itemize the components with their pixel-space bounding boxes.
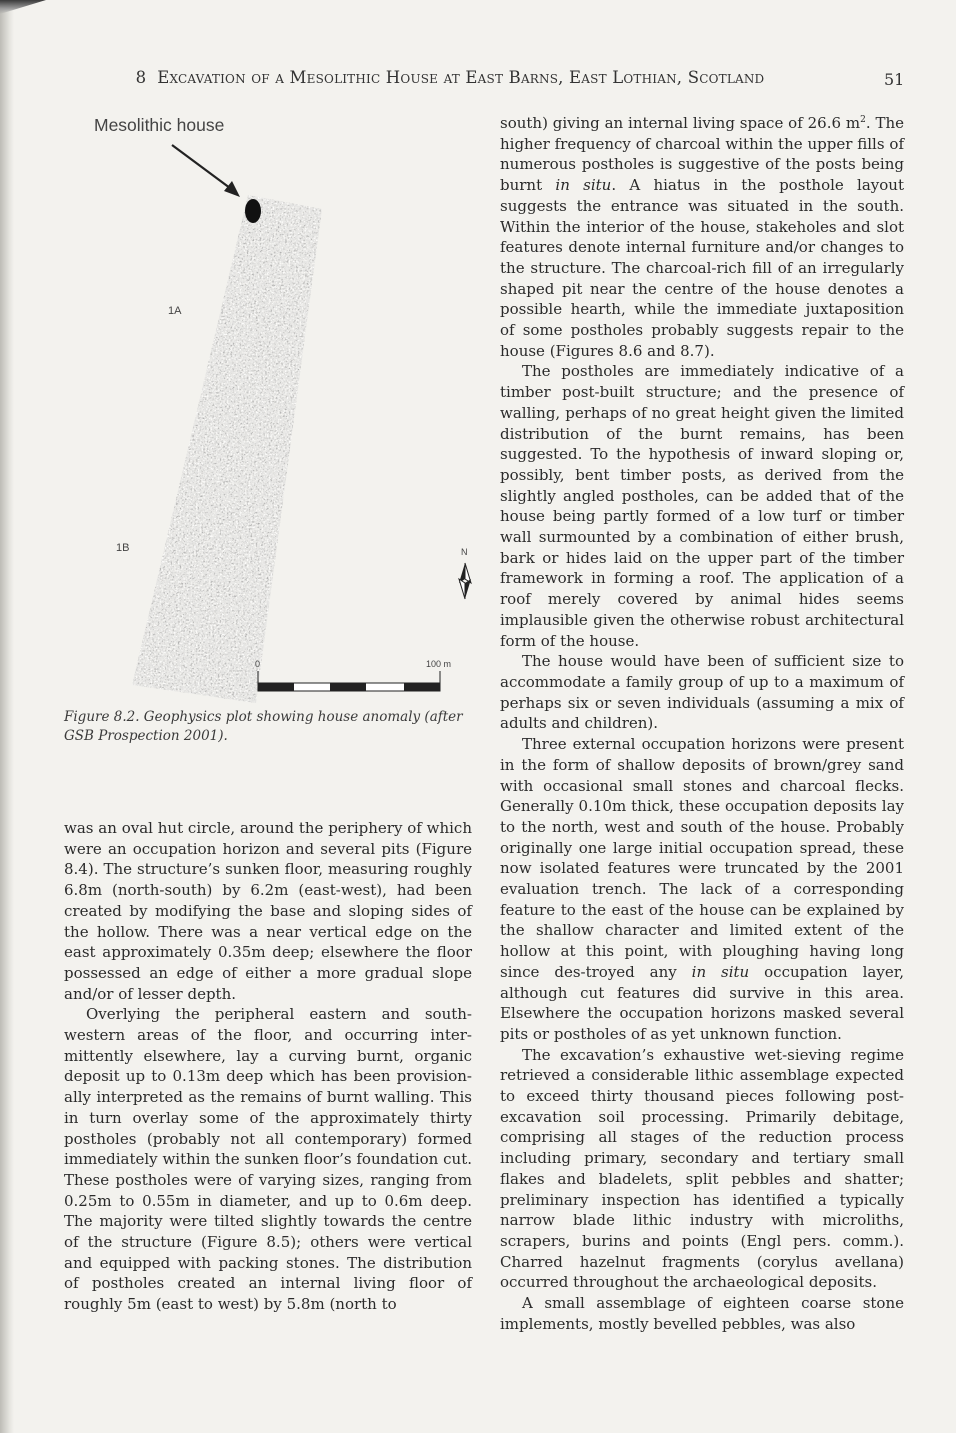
running-head (70, 68, 830, 87)
right-column (500, 110, 904, 1334)
house-anomaly (245, 199, 261, 223)
page-number: 51 (884, 70, 905, 89)
survey-strip (120, 185, 340, 715)
north-label: N (461, 547, 468, 557)
page-corner-shadow (0, 0, 46, 14)
left-paragraph-2: Overlying the peripheral eastern and south-western areas of the floor, and occurring inter-mittently elsewhere, lay a curving burnt, organic deposit up to 0.13m deep which has been provision-ally interpreted as the remains of burnt walling. This in turn overlay some of the approximately thirty postholes (probably not all contemporary) formed immediately within the sunken floor’s foundation cut. These postholes were of varying sizes, ranging from 0.25m to 0.55m in diameter, and up to 0.6m deep. The majority were tilted slightly towards the centre of the structure (Figure 8.5); others were vertical and equipped with packing stones. The distribution of postholes created an internal living floor of roughly 5m (east to west) by 5.8m (north to (64, 1005, 472, 1314)
figure-label: Mesolithic house (94, 115, 225, 135)
left-column (64, 818, 472, 1315)
right-paragraph-3: The house would have been of sufficient size to accommodate a family group of up to a maximum of perhaps six or seven individuals (assuming a mix of adults and children). (500, 652, 904, 733)
figure-geophysics-plot (60, 105, 480, 755)
right-paragraph-4: Three external occupation horizons were present in the form of shallow deposits of brown/grey sand with occasional small stones and charcoal flecks. Generally 0.10m thick, these occupation deposits lay to the north, west and south of the house. Probably originally one large initial occupation spread, these now isolated features were truncated by the 2001 evaluation trench. The lack of a corresponding feature to the east of the house can be explained by the shallow character and limited extent of the hollow at this point, with ploughing having long since des-troyed any in situ occupation layer, although cut features did survive in this area. Elsewhere the occupation horizons masked several pits or postholes of as yet unknown function. (500, 735, 904, 1043)
right-paragraph-2: The postholes are immediately indicative of a timber post-built structure; and the presence of walling, perhaps of no great height given the limited distribution of the burnt remains, has been suggested. To the hypothesis of inward sloping or, possibly, bent timber posts, as derived from the slightly angled postholes, can be added that of the house being partly formed of a low turf or timber wall surmounted by a combination of either brush, bark or hides laid on the upper part of the timber framework in forming a roof. The application of a roof merely covered by animal hides seems implausible given the otherwise robust architectural form of the house. (500, 362, 904, 650)
page-binding-shadow (0, 0, 14, 1433)
geophysics-plot-graphic (60, 105, 480, 755)
scale-start-label: 0 (255, 659, 261, 669)
right-paragraph-5: The excavation’s exhaustive wet-sieving regime retrieved a considerable lithic assemblage expected to exceed thirty thousand pieces following post-excavation soil processing. Primarily debitage, comprising all stages of the reduction process including primary, secondary and tertiary small flakes and bladelets, split pebbles and shatter; preliminary inspection has identified a typically narrow blade lithic industry with microliths, scrapers, burins and points (Engl pers. comm.). Charred hazelnut fragments (corylus avellana) occurred throughout the archaeological deposits. (500, 1045, 904, 1292)
right-paragraph-1: south) giving an internal living space of 26.6 $m^2$. The higher frequency of charcoal within the upper fills of numerous postholes is suggestive of the posts being burnt in situ. A hiatus in the posthole layout suggests the entrance was situated in the south. Within the interior of the house, stakeholes and slot features denote internal furniture and/or changes to the structure. The charcoal-rich fill of an irregularly shaped pit near the centre of the house denotes a possible hearth, while the immediate juxtaposition of some postholes probably suggests repair to the house (Figures 8.6 and 8.7). (500, 114, 904, 360)
left-paragraph-1: was an oval hut circle, around the periphery of which were an occupation horizon and several pits (Figure 8.4). The structure’s sunken floor, measuring roughly 6.8m (north-south) by 6.2m (east-west), had been created by modifying the base and sloping sides of the hollow. There was a near vertical edge on the east approximately 0.35m deep; elsewhere the floor possessed an edge of either a more gradual slope and/or of lesser depth. (64, 819, 472, 1003)
pointer-arrow-line (172, 145, 234, 191)
pointer-arrowhead (224, 181, 240, 197)
chapter-title: Excavation of a Mesolithic House at East Barns, East Lothian, Scotland (157, 68, 765, 87)
scale-end-label: 100 m (426, 659, 452, 669)
area-1b-label: 1B (116, 542, 130, 554)
figure-caption: Figure 8.2. Geophysics plot showing house anomaly (after GSB Prospection 2001). (64, 709, 463, 744)
right-paragraph-6: A small assemblage of eighteen coarse stone implements, mostly bevelled pebbles, was also (500, 1294, 904, 1333)
north-arrow-icon (459, 563, 471, 599)
chapter-number: 8 (135, 68, 147, 87)
scale-bar (258, 671, 440, 691)
area-1a-label: 1A (168, 305, 182, 317)
